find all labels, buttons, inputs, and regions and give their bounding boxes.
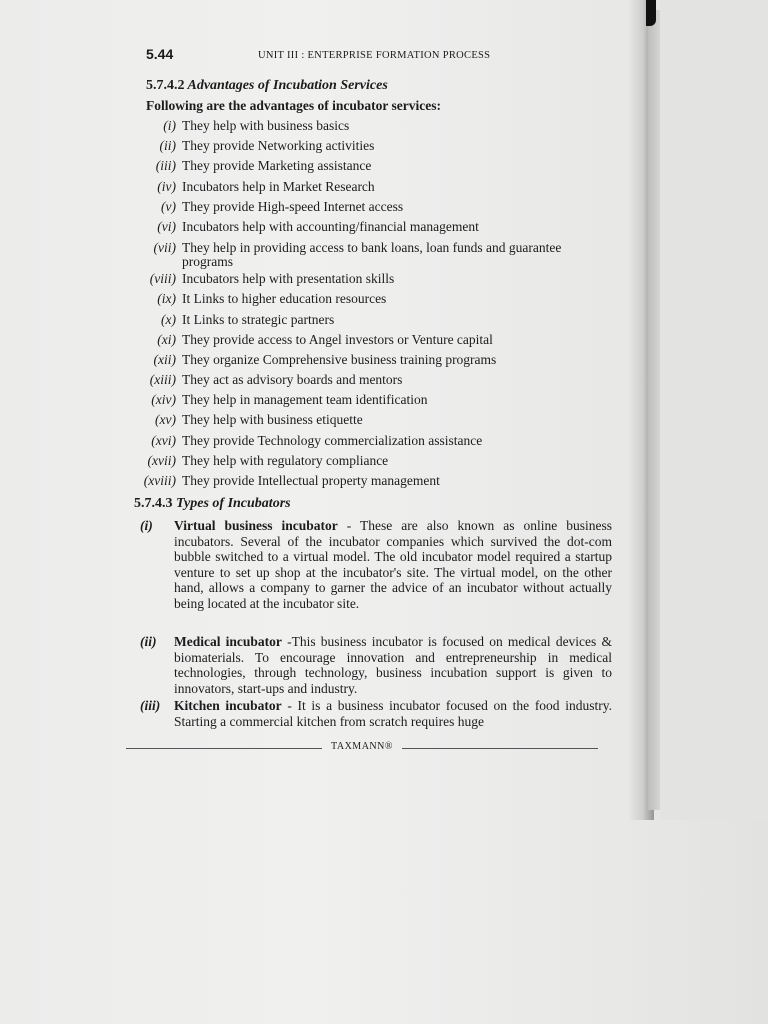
page-header [146, 46, 606, 66]
list-item-text: They help with regulatory compliance [182, 452, 389, 468]
incubator-type-text: - It is a business incubator focused on the food industry. Starting a commercial kitchen from scratch requires huge [174, 698, 612, 729]
facing-page-edge [660, 0, 768, 820]
incubator-type-text: -This business incubator is focused on medical devices & biomaterials. To encourage innovation and entrepreneurship in medical technologies, through technology, business incubation support is given to innovators, start-ups and industry. [174, 634, 612, 696]
list-item-text: They provide Intellectual property management [182, 473, 440, 488]
list-item-text: They act as advisory boards and mentors [182, 372, 403, 388]
list-item [134, 197, 614, 217]
list-item [134, 116, 614, 136]
list-item-text: They provide High-speed Internet access [182, 198, 404, 214]
list-item-text: They help in providing access to bank loans, loan funds and guarantee programs [182, 240, 562, 270]
list-marker: (xvii) [147, 452, 176, 468]
list-marker: (xiv) [151, 392, 176, 408]
incubator-type-item [140, 518, 612, 612]
list-item [134, 451, 614, 471]
incubator-type-name: Medical incubator [174, 634, 282, 649]
list-item [134, 330, 614, 350]
list-item-text: They provide Networking activities [182, 138, 375, 154]
list-item [134, 431, 614, 451]
incubator-type-body [174, 634, 612, 696]
list-item-text: Incubators help with presentation skills [182, 271, 395, 287]
page-number: 5.44 [146, 46, 174, 62]
list-item-text: It Links to strategic partners [182, 311, 335, 327]
incubator-type-body [174, 698, 612, 729]
list-item [134, 471, 614, 491]
list-marker: (ii) [140, 634, 157, 649]
list-item [134, 310, 614, 330]
book-page [122, 34, 622, 774]
list-marker: (xv) [155, 412, 176, 428]
list-marker: (ix) [157, 291, 176, 307]
list-item [134, 350, 614, 370]
advantages-list [134, 116, 614, 491]
incubator-type-name: Virtual business incubator [174, 518, 338, 533]
footer-rule-left [126, 748, 322, 749]
list-marker: (vi) [157, 218, 176, 234]
list-item [134, 269, 614, 289]
section-number: 5.7.4.3 [134, 496, 173, 511]
list-item-text: They organize Comprehensive business training programs [182, 351, 497, 367]
list-item-text: They help with business etiquette [182, 412, 363, 428]
list-marker: (xiii) [149, 372, 176, 388]
list-marker: (i) [140, 518, 153, 533]
intro-text: Following are the advantages of incubator services: [146, 98, 441, 113]
list-item [134, 177, 614, 197]
incubator-type-name: Kitchen incubator [174, 698, 282, 713]
list-item-text: They provide Marketing assistance [182, 158, 372, 174]
list-item [134, 237, 614, 269]
section-heading: Advantages of Incubation Services [187, 78, 388, 93]
page-footer [126, 740, 614, 756]
list-marker: (iv) [157, 178, 176, 194]
list-marker: (ii) [159, 138, 176, 154]
incubator-type-item [140, 698, 612, 729]
running-head: UNIT III : ENTERPRISE FORMATION PROCESS [258, 50, 491, 61]
list-marker: (x) [161, 311, 176, 327]
list-marker: (viii) [149, 271, 176, 287]
list-marker: (vii) [153, 240, 176, 256]
list-marker: (iii) [140, 698, 161, 713]
footer-rule-right [402, 748, 598, 749]
list-marker: (iii) [155, 158, 176, 174]
list-marker: (xvi) [151, 432, 176, 448]
list-marker: (i) [163, 118, 176, 133]
publisher-brand: TAXMANN® [331, 741, 393, 752]
list-item-text: They help with business basics [182, 118, 350, 133]
list-item [134, 390, 614, 410]
list-item [134, 289, 614, 309]
list-item-text: They provide Technology commercialization assistance [182, 432, 483, 448]
list-item [134, 156, 614, 176]
list-item [134, 370, 614, 390]
list-item-text: They provide access to Angel investors or Venture capital [182, 331, 493, 347]
list-item-text: It Links to higher education resources [182, 291, 387, 307]
list-item [134, 410, 614, 430]
list-marker: (xi) [157, 331, 176, 347]
list-marker: (v) [161, 198, 176, 214]
list-item-text: They help in management team identification [182, 392, 428, 408]
section-number: 5.7.4.2 [146, 78, 185, 93]
incubator-type-item [140, 634, 612, 696]
list-item-text: Incubators help with accounting/financial management [182, 218, 479, 234]
binding-clip [646, 0, 656, 26]
section-title-types [134, 496, 291, 512]
list-item [134, 136, 614, 156]
section-heading: Types of Incubators [176, 496, 291, 511]
book-spine [648, 10, 660, 810]
incubator-type-text: - These are also known as online business incubators. Several of the incubator companies which survived the dot-com bubble switched to a virtual model. The old incubator model required a startup venture to set up shop at the incubator's site. The virtual model, on the other hand, allows a company to garner the advice of an incubator without actually being located at the incubator site. [174, 518, 612, 611]
list-item-text: Incubators help in Market Research [182, 178, 375, 194]
section-title-advantages [146, 78, 388, 94]
incubator-type-body [174, 518, 612, 612]
list-marker: (xii) [153, 351, 176, 367]
list-item [134, 217, 614, 237]
list-marker: (xviii) [143, 473, 176, 488]
